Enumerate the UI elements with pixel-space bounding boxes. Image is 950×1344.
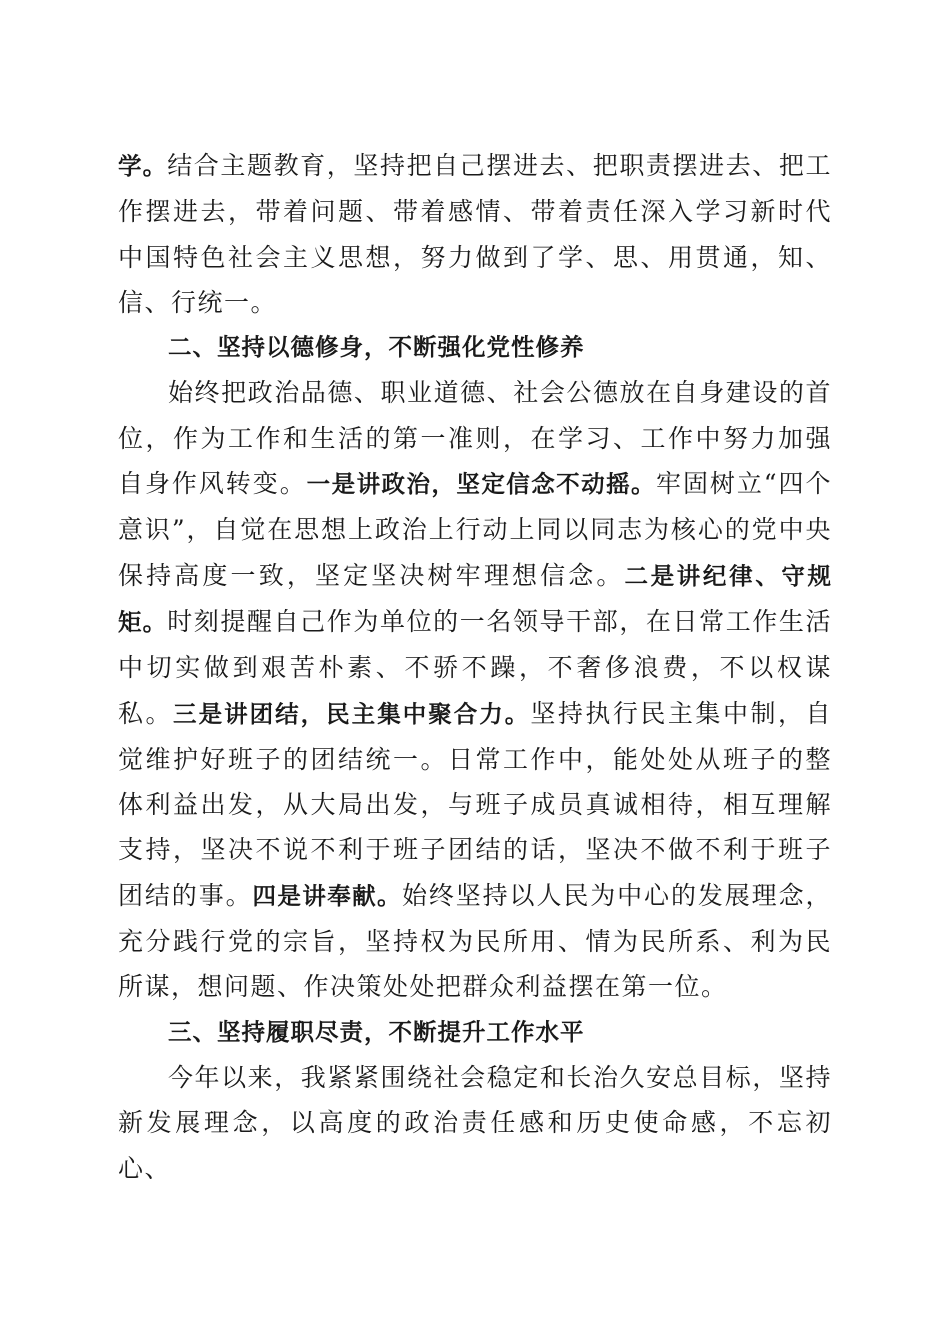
paragraph-morality bbox=[118, 370, 832, 1009]
point-3-text: 坚持执行民主集中制，自觉维护好班子的团结统一。日常工作中，能处处从班子的整体利益出发，从大局出发，与班子成员真诚相待，相互理解支持，坚决不说不利于班子团结的话，坚决不做不利于班子团结的事。 bbox=[118, 698, 832, 910]
bold-lead-study: 学。 bbox=[118, 152, 168, 180]
document-page bbox=[118, 143, 832, 1191]
point-2-heading: 二是讲纪律、守规矩。 bbox=[118, 561, 832, 636]
paragraph-study bbox=[118, 143, 832, 325]
point-1-text: 牢固树立“四个意识”，自觉在思想上政治上行动上同以同志为核心的党中央保持高度一致，坚定坚决树牢理想信念。 bbox=[118, 469, 832, 590]
point-3-heading: 三是讲团结，民主集中聚合力。 bbox=[173, 699, 531, 728]
section-heading-2: 二、坚持以德修身，不断强化党性修养 bbox=[168, 333, 585, 362]
section-heading-3: 三、坚持履职尽责，不断提升工作水平 bbox=[168, 1017, 585, 1046]
morality-intro: 始终把政治品德、职业道德、社会公德放在自身建设的首位，作为工作和生活的第一准则，在学习、工作中努力加强自身作风转变。 bbox=[118, 378, 832, 499]
point-4-text: 始终坚持以人民为中心的发展理念，充分践行党的宗旨，坚持权为民所用、情为民所系、利为民所谋，想问题、作决策处处把群众利益摆在第一位。 bbox=[118, 880, 832, 1002]
paragraph-duty: 今年以来，我紧紧围绕社会稳定和长治久安总目标，坚持新发展理念，以高度的政治责任感和历史使命感，不忘初心、 bbox=[118, 1062, 832, 1183]
point-4-heading: 四是讲奉献。 bbox=[252, 881, 402, 910]
paragraph-study-text: 结合主题教育，坚持把自己摆进去、把职责摆进去、把工作摆进去，带着问题、带着感情、带着责任深入学习新时代中国特色社会主义思想，努力做到了学、思、用贯通，知、信、行统一。 bbox=[118, 151, 832, 317]
point-1-heading: 一是讲政治，坚定信念不动摇。 bbox=[306, 470, 656, 499]
point-2-text: 时刻提醒自己作为单位的一名领导干部，在日常工作生活中切实做到艰苦朴素、不骄不躁，不奢侈浪费，不以权谋私。 bbox=[118, 606, 832, 728]
